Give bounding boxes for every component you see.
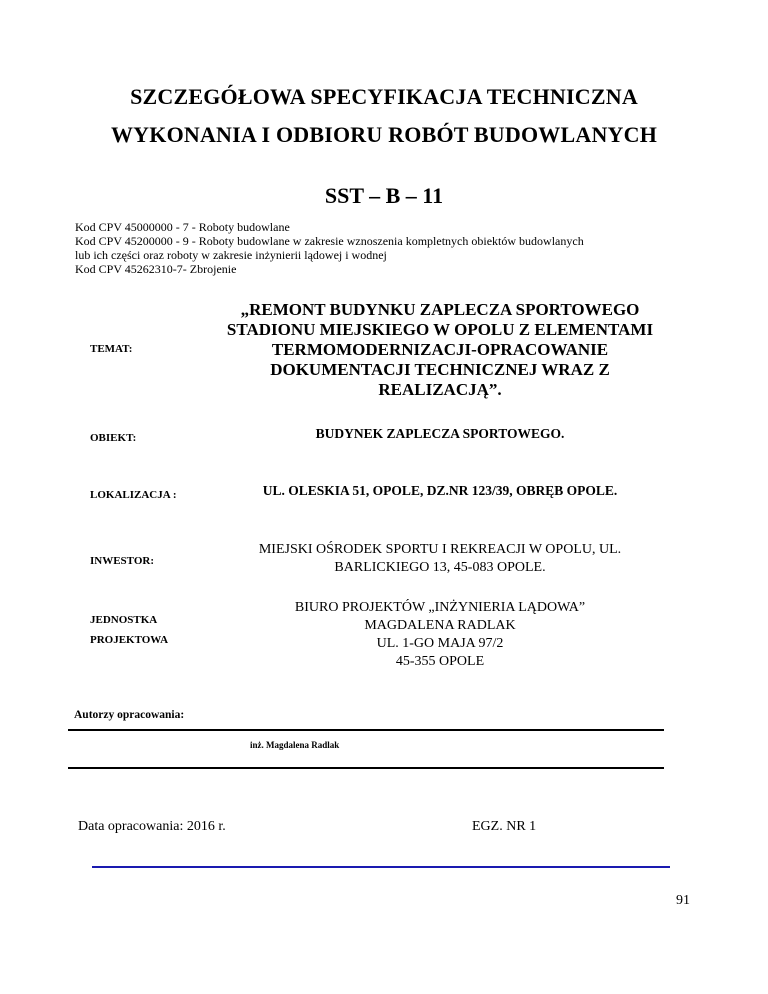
inwestor-line: MIEJSKI OŚRODEK SPORTU I REKREACJI W OPOLU, UL. — [258, 542, 622, 557]
temat-line: TERMOMODERNIZACJI-OPRACOWANIE — [271, 340, 609, 359]
jednostka-value — [200, 599, 680, 671]
temat-value — [200, 300, 680, 400]
cpv-line-1: Kod CPV 45000000 - 7 - Roboty budowlane — [75, 220, 290, 234]
authors-label: Autorzy opracowania: — [74, 709, 185, 721]
inwestor-line: BARLICKIEGO 13, 45-083 OPOLE. — [334, 560, 546, 575]
page-number: 91 — [676, 893, 690, 908]
jednostka-line: UL. 1-GO MAJA 97/2 — [376, 636, 504, 651]
obiekt-value: BUDYNEK ZAPLECZA SPORTOWEGO. — [315, 426, 565, 441]
temat-line: „REMONT BUDYNKU ZAPLECZA SPORTOWEGO — [240, 300, 640, 319]
lokalizacja-label: LOKALIZACJA : — [90, 489, 177, 501]
authors-bottom-rule — [68, 767, 664, 769]
jednostka-line: MAGDALENA RADLAK — [364, 618, 516, 633]
cpv-line-2: Kod CPV 45200000 - 9 - Roboty budowlane w zakresie wznoszenia kompletnych obiektów budowlanych — [75, 234, 584, 248]
author-name: inż. Magdalena Radlak — [250, 740, 340, 750]
date-prepared: Data opracowania: 2016 r. — [78, 819, 226, 834]
jednostka-line: BIURO PROJEKTÓW „INŻYNIERIA LĄDOWA” — [294, 600, 586, 615]
authors-top-rule — [68, 729, 664, 731]
title-line-2: WYKONANIA I ODBIORU ROBÓT BUDOWLANYCH — [110, 122, 658, 147]
cpv-line-3: lub ich części oraz roboty w zakresie inżynierii lądowej i wodnej — [75, 248, 387, 262]
temat-line: DOKUMENTACJI TECHNICZNEJ WRAZ Z — [270, 360, 610, 379]
jednostka-line: 45-355 OPOLE — [395, 654, 485, 669]
title-line-1: SZCZEGÓŁOWA SPECYFIKACJA TECHNICZNA — [130, 84, 638, 109]
footer-rule — [92, 866, 670, 868]
temat-line: REALIZACJĄ”. — [378, 380, 502, 399]
inwestor-value — [200, 541, 680, 577]
cpv-line-4: Kod CPV 45262310-7- Zbrojenie — [75, 262, 237, 276]
lokalizacja-value: UL. OLESKIA 51, OPOLE, DZ.NR 123/39, OBRĘB OPOLE. — [262, 483, 618, 498]
jednostka-label-1: JEDNOSTKA — [90, 614, 158, 626]
inwestor-label: INWESTOR: — [90, 555, 154, 567]
obiekt-label: OBIEKT: — [90, 432, 137, 444]
copy-number: EGZ. NR 1 — [472, 819, 537, 834]
temat-label: TEMAT: — [90, 343, 133, 355]
spec-code: SST – B – 11 — [324, 183, 444, 208]
temat-line: STADIONU MIEJSKIEGO W OPOLU Z ELEMENTAMI — [226, 320, 654, 339]
jednostka-label-2: PROJEKTOWA — [90, 634, 169, 646]
